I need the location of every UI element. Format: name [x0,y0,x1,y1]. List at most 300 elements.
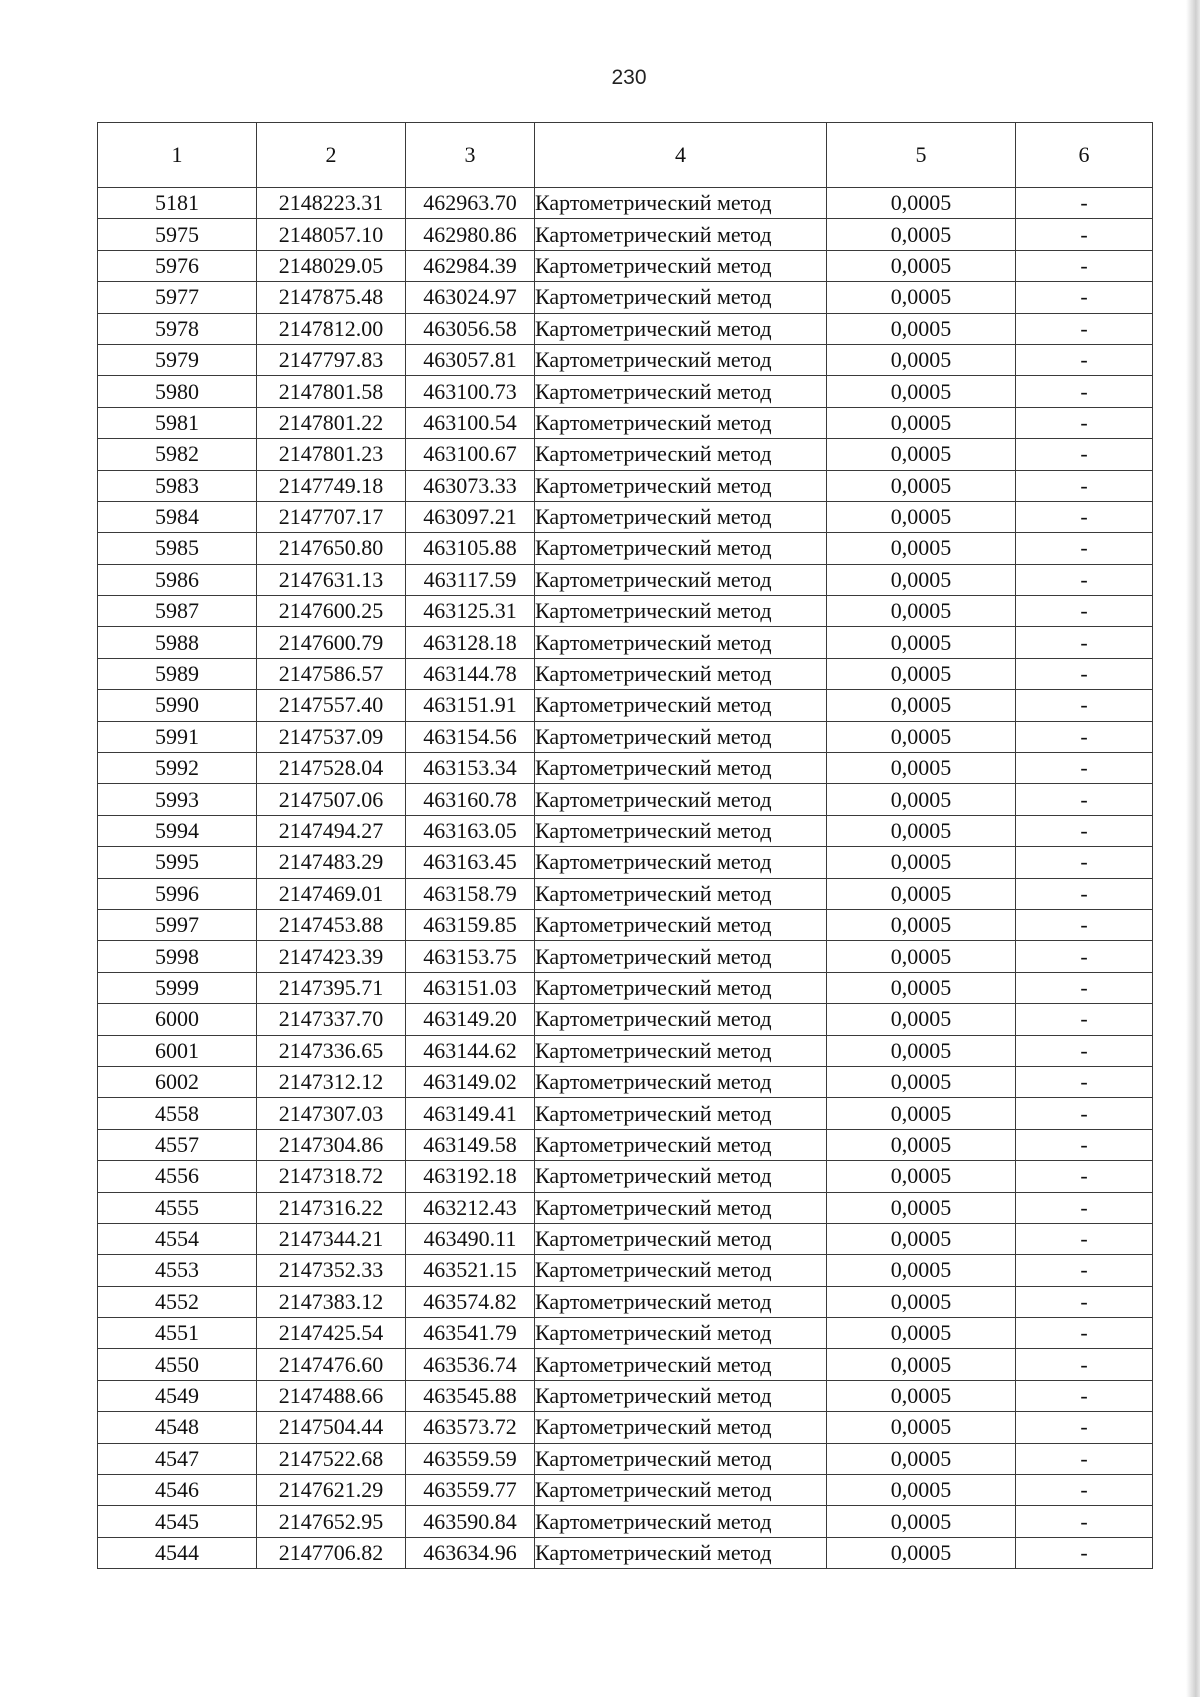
y-coordinate-cell: 463097.21 [406,501,535,532]
method-cell: Картометрический метод [535,1318,827,1349]
point-number-cell: 5992 [98,753,257,784]
point-number-cell: 4556 [98,1161,257,1192]
point-number-cell: 5980 [98,376,257,407]
method-cell: Картометрический метод [535,533,827,564]
x-coordinate-cell: 2147801.58 [257,376,406,407]
accuracy-cell: 0,0005 [827,250,1016,281]
accuracy-cell: 0,0005 [827,909,1016,940]
x-coordinate-cell: 2147453.88 [257,909,406,940]
x-coordinate-cell: 2147797.83 [257,344,406,375]
table-row [98,690,1153,721]
y-coordinate-cell: 463100.54 [406,407,535,438]
x-coordinate-cell: 2147706.82 [257,1537,406,1568]
accuracy-cell: 0,0005 [827,1192,1016,1223]
point-number-cell: 4545 [98,1506,257,1537]
note-cell: - [1016,1035,1153,1066]
y-coordinate-cell: 463144.78 [406,658,535,689]
accuracy-cell: 0,0005 [827,878,1016,909]
table-row [98,815,1153,846]
y-coordinate-cell: 463125.31 [406,596,535,627]
y-coordinate-cell: 463559.77 [406,1475,535,1506]
accuracy-cell: 0,0005 [827,784,1016,815]
accuracy-cell: 0,0005 [827,1537,1016,1568]
table-row [98,282,1153,313]
y-coordinate-cell: 463212.43 [406,1192,535,1223]
accuracy-cell: 0,0005 [827,1443,1016,1474]
accuracy-cell: 0,0005 [827,627,1016,658]
note-cell: - [1016,784,1153,815]
note-cell: - [1016,188,1153,219]
note-cell: - [1016,972,1153,1003]
note-cell: - [1016,721,1153,752]
header-col-2: 2 [257,123,406,188]
method-cell: Картометрический метод [535,282,827,313]
accuracy-cell: 0,0005 [827,972,1016,1003]
y-coordinate-cell: 463153.34 [406,753,535,784]
x-coordinate-cell: 2147801.23 [257,439,406,470]
note-cell: - [1016,501,1153,532]
point-number-cell: 5999 [98,972,257,1003]
table-row [98,1380,1153,1411]
accuracy-cell: 0,0005 [827,376,1016,407]
accuracy-cell: 0,0005 [827,564,1016,595]
table-row [98,1035,1153,1066]
accuracy-cell: 0,0005 [827,1066,1016,1097]
accuracy-cell: 0,0005 [827,1506,1016,1537]
note-cell: - [1016,1161,1153,1192]
note-cell: - [1016,690,1153,721]
table-row [98,439,1153,470]
y-coordinate-cell: 463153.75 [406,941,535,972]
note-cell: - [1016,1129,1153,1160]
method-cell: Картометрический метод [535,219,827,250]
y-coordinate-cell: 463192.18 [406,1161,535,1192]
note-cell: - [1016,878,1153,909]
x-coordinate-cell: 2147425.54 [257,1318,406,1349]
point-number-cell: 6001 [98,1035,257,1066]
note-cell: - [1016,250,1153,281]
method-cell: Картометрический метод [535,1443,827,1474]
point-number-cell: 5998 [98,941,257,972]
note-cell: - [1016,533,1153,564]
method-cell: Картометрический метод [535,972,827,1003]
method-cell: Картометрический метод [535,188,827,219]
table-row [98,219,1153,250]
note-cell: - [1016,219,1153,250]
accuracy-cell: 0,0005 [827,1286,1016,1317]
method-cell: Картометрический метод [535,1349,827,1380]
y-coordinate-cell: 463057.81 [406,344,535,375]
y-coordinate-cell: 463117.59 [406,564,535,595]
y-coordinate-cell: 463149.02 [406,1066,535,1097]
table-row [98,1537,1153,1568]
x-coordinate-cell: 2147600.79 [257,627,406,658]
accuracy-cell: 0,0005 [827,313,1016,344]
table-row [98,1286,1153,1317]
note-cell: - [1016,753,1153,784]
note-cell: - [1016,439,1153,470]
note-cell: - [1016,1066,1153,1097]
table-row [98,564,1153,595]
x-coordinate-cell: 2148057.10 [257,219,406,250]
y-coordinate-cell: 463573.72 [406,1412,535,1443]
method-cell: Картометрический метод [535,1380,827,1411]
point-number-cell: 4557 [98,1129,257,1160]
header-col-3: 3 [406,123,535,188]
table-row [98,1192,1153,1223]
point-number-cell: 5986 [98,564,257,595]
table-row [98,1443,1153,1474]
method-cell: Картометрический метод [535,1255,827,1286]
table-row [98,188,1153,219]
point-number-cell: 6002 [98,1066,257,1097]
x-coordinate-cell: 2147336.65 [257,1035,406,1066]
accuracy-cell: 0,0005 [827,1318,1016,1349]
y-coordinate-cell: 462963.70 [406,188,535,219]
x-coordinate-cell: 2148223.31 [257,188,406,219]
note-cell: - [1016,344,1153,375]
point-number-cell: 4550 [98,1349,257,1380]
point-number-cell: 5996 [98,878,257,909]
accuracy-cell: 0,0005 [827,1255,1016,1286]
point-number-cell: 5982 [98,439,257,470]
x-coordinate-cell: 2147522.68 [257,1443,406,1474]
x-coordinate-cell: 2147395.71 [257,972,406,1003]
x-coordinate-cell: 2148029.05 [257,250,406,281]
note-cell: - [1016,282,1153,313]
table-row [98,1098,1153,1129]
table-row [98,847,1153,878]
point-number-cell: 4547 [98,1443,257,1474]
table-row [98,784,1153,815]
method-cell: Картометрический метод [535,1129,827,1160]
method-cell: Картометрический метод [535,564,827,595]
accuracy-cell: 0,0005 [827,596,1016,627]
y-coordinate-cell: 463149.58 [406,1129,535,1160]
point-number-cell: 5975 [98,219,257,250]
accuracy-cell: 0,0005 [827,407,1016,438]
x-coordinate-cell: 2147586.57 [257,658,406,689]
y-coordinate-cell: 463144.62 [406,1035,535,1066]
x-coordinate-cell: 2147801.22 [257,407,406,438]
method-cell: Картометрический метод [535,721,827,752]
method-cell: Картометрический метод [535,313,827,344]
table-row [98,878,1153,909]
table-row [98,1318,1153,1349]
accuracy-cell: 0,0005 [827,1098,1016,1129]
y-coordinate-cell: 463490.11 [406,1223,535,1254]
point-number-cell: 5977 [98,282,257,313]
x-coordinate-cell: 2147812.00 [257,313,406,344]
method-cell: Картометрический метод [535,815,827,846]
x-coordinate-cell: 2147352.33 [257,1255,406,1286]
x-coordinate-cell: 2147383.12 [257,1286,406,1317]
method-cell: Картометрический метод [535,627,827,658]
x-coordinate-cell: 2147307.03 [257,1098,406,1129]
note-cell: - [1016,941,1153,972]
note-cell: - [1016,596,1153,627]
note-cell: - [1016,313,1153,344]
x-coordinate-cell: 2147621.29 [257,1475,406,1506]
point-number-cell: 5997 [98,909,257,940]
note-cell: - [1016,1506,1153,1537]
x-coordinate-cell: 2147337.70 [257,1004,406,1035]
point-number-cell: 6000 [98,1004,257,1035]
point-number-cell: 4548 [98,1412,257,1443]
y-coordinate-cell: 463559.59 [406,1443,535,1474]
page-number: 230 [611,66,647,89]
table-row [98,596,1153,627]
note-cell: - [1016,1380,1153,1411]
method-cell: Картометрический метод [535,1286,827,1317]
header-col-1: 1 [98,123,257,188]
y-coordinate-cell: 463100.73 [406,376,535,407]
note-cell: - [1016,564,1153,595]
point-number-cell: 5978 [98,313,257,344]
table-row [98,501,1153,532]
table-row [98,344,1153,375]
point-number-cell: 5987 [98,596,257,627]
table-row [98,1066,1153,1097]
note-cell: - [1016,658,1153,689]
y-coordinate-cell: 463154.56 [406,721,535,752]
x-coordinate-cell: 2147507.06 [257,784,406,815]
note-cell: - [1016,1412,1153,1443]
point-number-cell: 5993 [98,784,257,815]
table-body [98,188,1153,1569]
table-row [98,313,1153,344]
method-cell: Картометрический метод [535,1161,827,1192]
x-coordinate-cell: 2147557.40 [257,690,406,721]
method-cell: Картометрический метод [535,784,827,815]
point-number-cell: 5981 [98,407,257,438]
method-cell: Картометрический метод [535,1004,827,1035]
y-coordinate-cell: 463545.88 [406,1380,535,1411]
table-row [98,470,1153,501]
note-cell: - [1016,1475,1153,1506]
accuracy-cell: 0,0005 [827,1129,1016,1160]
point-number-cell: 5984 [98,501,257,532]
y-coordinate-cell: 463073.33 [406,470,535,501]
table-row [98,407,1153,438]
method-cell: Картометрический метод [535,1223,827,1254]
y-coordinate-cell: 462984.39 [406,250,535,281]
note-cell: - [1016,627,1153,658]
point-number-cell: 5991 [98,721,257,752]
x-coordinate-cell: 2147318.72 [257,1161,406,1192]
y-coordinate-cell: 463151.03 [406,972,535,1003]
x-coordinate-cell: 2147304.86 [257,1129,406,1160]
accuracy-cell: 0,0005 [827,533,1016,564]
x-coordinate-cell: 2147423.39 [257,941,406,972]
accuracy-cell: 0,0005 [827,1004,1016,1035]
method-cell: Картометрический метод [535,596,827,627]
method-cell: Картометрический метод [535,941,827,972]
accuracy-cell: 0,0005 [827,1475,1016,1506]
x-coordinate-cell: 2147483.29 [257,847,406,878]
table-row [98,1475,1153,1506]
method-cell: Картометрический метод [535,439,827,470]
accuracy-cell: 0,0005 [827,753,1016,784]
x-coordinate-cell: 2147488.66 [257,1380,406,1411]
accuracy-cell: 0,0005 [827,1161,1016,1192]
method-cell: Картометрический метод [535,407,827,438]
table-row [98,533,1153,564]
method-cell: Картометрический метод [535,909,827,940]
point-number-cell: 5979 [98,344,257,375]
accuracy-cell: 0,0005 [827,658,1016,689]
y-coordinate-cell: 463128.18 [406,627,535,658]
table-row [98,376,1153,407]
x-coordinate-cell: 2147537.09 [257,721,406,752]
table-row [98,1255,1153,1286]
y-coordinate-cell: 463163.45 [406,847,535,878]
table-row [98,627,1153,658]
y-coordinate-cell: 463163.05 [406,815,535,846]
point-number-cell: 5976 [98,250,257,281]
point-number-cell: 4546 [98,1475,257,1506]
accuracy-cell: 0,0005 [827,1223,1016,1254]
sheet-edge [1186,0,1200,1697]
table-row [98,753,1153,784]
y-coordinate-cell: 463100.67 [406,439,535,470]
x-coordinate-cell: 2147528.04 [257,753,406,784]
accuracy-cell: 0,0005 [827,1380,1016,1411]
method-cell: Картометрический метод [535,1066,827,1097]
table-header [98,123,1153,188]
x-coordinate-cell: 2147494.27 [257,815,406,846]
x-coordinate-cell: 2147344.21 [257,1223,406,1254]
y-coordinate-cell: 463105.88 [406,533,535,564]
point-number-cell: 5994 [98,815,257,846]
x-coordinate-cell: 2147469.01 [257,878,406,909]
note-cell: - [1016,407,1153,438]
point-number-cell: 4553 [98,1255,257,1286]
coordinates-table [97,122,1153,1569]
y-coordinate-cell: 463634.96 [406,1537,535,1568]
x-coordinate-cell: 2147707.17 [257,501,406,532]
accuracy-cell: 0,0005 [827,501,1016,532]
method-cell: Картометрический метод [535,1192,827,1223]
note-cell: - [1016,1349,1153,1380]
accuracy-cell: 0,0005 [827,1035,1016,1066]
table-row [98,1129,1153,1160]
method-cell: Картометрический метод [535,470,827,501]
note-cell: - [1016,1255,1153,1286]
accuracy-cell: 0,0005 [827,470,1016,501]
method-cell: Картометрический метод [535,1098,827,1129]
accuracy-cell: 0,0005 [827,815,1016,846]
note-cell: - [1016,1318,1153,1349]
y-coordinate-cell: 463536.74 [406,1349,535,1380]
y-coordinate-cell: 463056.58 [406,313,535,344]
accuracy-cell: 0,0005 [827,344,1016,375]
point-number-cell: 5181 [98,188,257,219]
method-cell: Картометрический метод [535,1537,827,1568]
point-number-cell: 4551 [98,1318,257,1349]
accuracy-cell: 0,0005 [827,721,1016,752]
note-cell: - [1016,1443,1153,1474]
note-cell: - [1016,1223,1153,1254]
point-number-cell: 5988 [98,627,257,658]
x-coordinate-cell: 2147312.12 [257,1066,406,1097]
point-number-cell: 5985 [98,533,257,564]
y-coordinate-cell: 463574.82 [406,1286,535,1317]
accuracy-cell: 0,0005 [827,282,1016,313]
header-col-5: 5 [827,123,1016,188]
method-cell: Картометрический метод [535,753,827,784]
header-col-6: 6 [1016,123,1153,188]
point-number-cell: 5983 [98,470,257,501]
note-cell: - [1016,1004,1153,1035]
table-row [98,250,1153,281]
accuracy-cell: 0,0005 [827,439,1016,470]
table-row [98,909,1153,940]
y-coordinate-cell: 463024.97 [406,282,535,313]
accuracy-cell: 0,0005 [827,941,1016,972]
y-coordinate-cell: 463149.20 [406,1004,535,1035]
x-coordinate-cell: 2147749.18 [257,470,406,501]
point-number-cell: 5995 [98,847,257,878]
accuracy-cell: 0,0005 [827,1349,1016,1380]
point-number-cell: 4544 [98,1537,257,1568]
point-number-cell: 4549 [98,1380,257,1411]
note-cell: - [1016,470,1153,501]
method-cell: Картометрический метод [535,1412,827,1443]
table-row [98,972,1153,1003]
y-coordinate-cell: 463590.84 [406,1506,535,1537]
table-row [98,941,1153,972]
table-row [98,1506,1153,1537]
y-coordinate-cell: 463158.79 [406,878,535,909]
x-coordinate-cell: 2147504.44 [257,1412,406,1443]
y-coordinate-cell: 463151.91 [406,690,535,721]
table-row [98,1349,1153,1380]
y-coordinate-cell: 462980.86 [406,219,535,250]
method-cell: Картометрический метод [535,690,827,721]
y-coordinate-cell: 463541.79 [406,1318,535,1349]
method-cell: Картометрический метод [535,1506,827,1537]
y-coordinate-cell: 463160.78 [406,784,535,815]
method-cell: Картометрический метод [535,658,827,689]
method-cell: Картометрический метод [535,1035,827,1066]
method-cell: Картометрический метод [535,376,827,407]
note-cell: - [1016,376,1153,407]
x-coordinate-cell: 2147316.22 [257,1192,406,1223]
table-row [98,1004,1153,1035]
note-cell: - [1016,1098,1153,1129]
x-coordinate-cell: 2147600.25 [257,596,406,627]
accuracy-cell: 0,0005 [827,1412,1016,1443]
note-cell: - [1016,1286,1153,1317]
table-row [98,658,1153,689]
x-coordinate-cell: 2147631.13 [257,564,406,595]
x-coordinate-cell: 2147650.80 [257,533,406,564]
note-cell: - [1016,909,1153,940]
point-number-cell: 4552 [98,1286,257,1317]
accuracy-cell: 0,0005 [827,690,1016,721]
method-cell: Картометрический метод [535,878,827,909]
x-coordinate-cell: 2147652.95 [257,1506,406,1537]
y-coordinate-cell: 463159.85 [406,909,535,940]
header-col-4: 4 [535,123,827,188]
y-coordinate-cell: 463521.15 [406,1255,535,1286]
header-row [98,123,1153,188]
table-row [98,1161,1153,1192]
method-cell: Картометрический метод [535,344,827,375]
point-number-cell: 5989 [98,658,257,689]
point-number-cell: 4558 [98,1098,257,1129]
